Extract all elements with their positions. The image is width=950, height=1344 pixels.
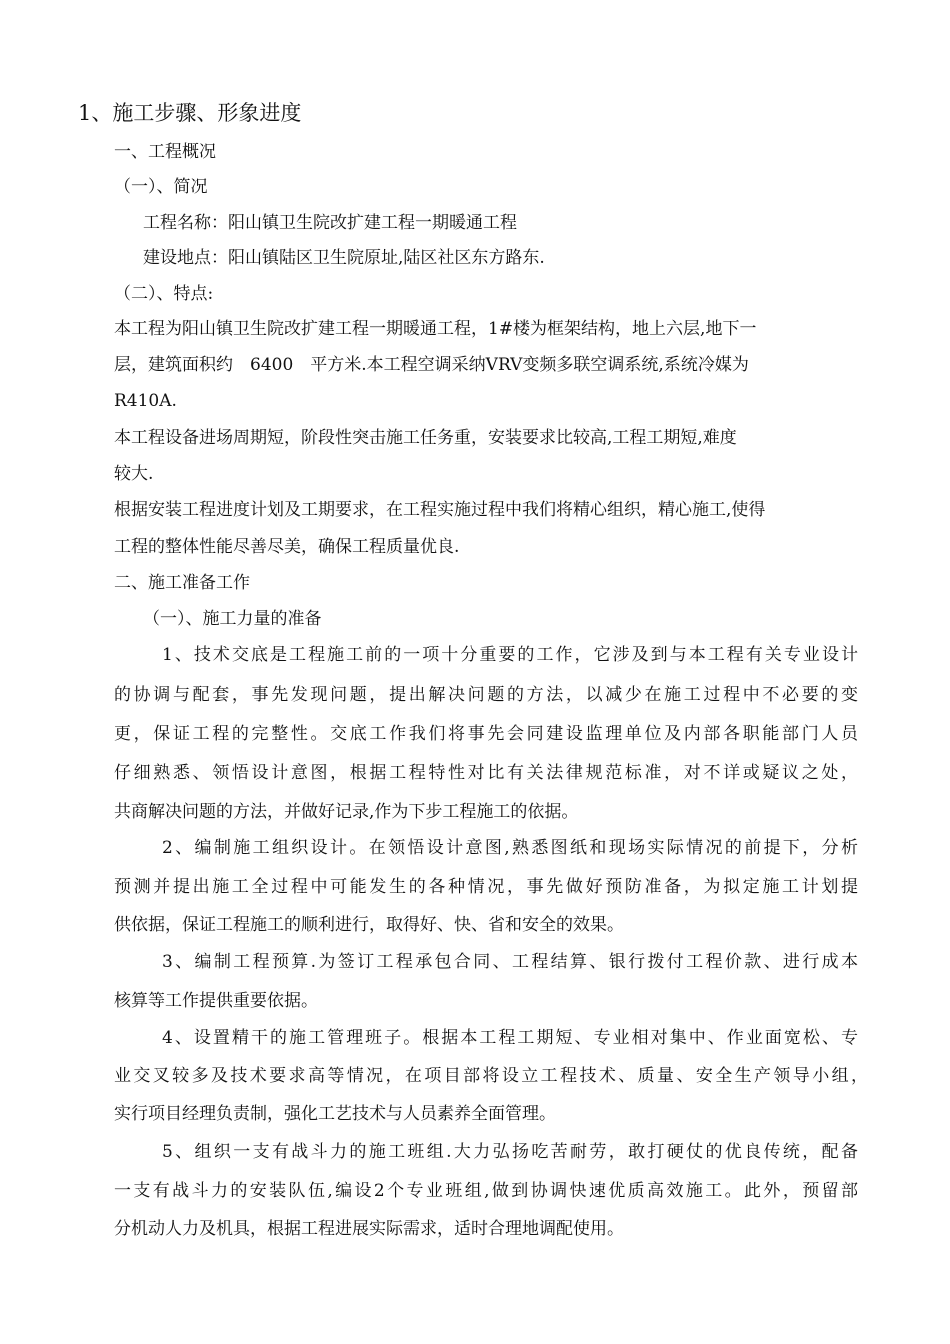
features-p1-line2: 层，建筑面积约 6400 平方米.本工程空调采纳VRV变频多联空调系统,系统冷媒为 [114, 355, 749, 375]
item4-line1: 4、设置精干的施工管理班子。根据本工程工期短、专业相对集中、作业面宽松、专 [162, 1028, 858, 1048]
item2-line3: 供依据，保证工程施工的顺利进行，取得好、快、省和安全的效果。 [114, 915, 624, 935]
section2-sub1-heading: （一）、施工力量的准备 [143, 609, 322, 629]
features-p1-line3: R410A. [114, 391, 177, 411]
features-p3-line2: 工程的整体性能尽善尽美，确保工程质量优良. [114, 537, 460, 557]
project-location: 建设地点：阳山镇陆区卫生院原址,陆区社区东方路东. [143, 248, 545, 268]
features-p2-line1: 本工程设备进场周期短，阶段性突击施工任务重，安装要求比较高,工程工期短,难度 [114, 428, 737, 448]
item3-line2: 核算等工作提供重要依据。 [114, 991, 318, 1011]
item5-line1: 5、组织一支有战斗力的施工班组.大力弘扬吃苦耐劳，敢打硬仗的优良传统，配备 [162, 1142, 858, 1162]
item5-line3: 分机动人力及机具，根据工程进展实际需求，适时合理地调配使用。 [114, 1219, 624, 1239]
features-p3-line1: 根据安装工程进度计划及工期要求，在工程实施过程中我们将精心组织，精心施工,使得 [114, 500, 766, 520]
features-p2-line2: 较大. [114, 464, 154, 484]
item4-line2: 业交叉较多及技术要求高等情况，在项目部将设立工程技术、质量、安全生产领导小组， [114, 1066, 868, 1086]
section1-sub2-heading: （二）、特点: [114, 284, 214, 304]
item1-line2: 的协调与配套，事先发现问题，提出解决问题的方法，以减少在施工过程中不必要的变 [114, 685, 858, 705]
item4-line3: 实行项目经理负责制，强化工艺技术与人员素养全面管理。 [114, 1104, 556, 1124]
item3-line1: 3、编制工程预算.为签订工程承包合同、工程结算、银行拨付工程价款、进行成本 [162, 952, 858, 972]
item1-line3: 更，保证工程的完整性。交底工作我们将事先会同建设监理单位及内部各职能部门人员 [114, 724, 858, 744]
section2-heading: 二、施工准备工作 [114, 573, 250, 593]
item2-line2: 预测并提出施工全过程中可能发生的各种情况，事先做好预防准备，为拟定施工计划提 [114, 877, 858, 897]
features-p1-line1: 本工程为阳山镇卫生院改扩建工程一期暖通工程，1#楼为框架结构，地上六层,地下一 [114, 319, 757, 339]
item1-line5: 共商解决问题的方法，并做好记录,作为下步工程施工的依据。 [114, 802, 579, 822]
item1-line1: 1、技术交底是工程施工前的一项十分重要的工作，它涉及到与本工程有关专业设计 [162, 645, 858, 665]
section1-heading: 一、工程概况 [114, 142, 216, 162]
project-name: 工程名称：阳山镇卫生院改扩建工程一期暖通工程 [143, 213, 517, 233]
section1-sub1-heading: （一）、简况 [114, 177, 208, 197]
item2-line1: 2、编制施工组织设计。在领悟设计意图,熟悉图纸和现场实际情况的前提下，分析 [162, 838, 858, 858]
document-title: 1、施工步骤、形象进度 [78, 101, 302, 125]
item1-line4: 仔细熟悉、领悟设计意图，根据工程特性对比有关法律规范标准，对不详或疑议之处， [114, 763, 858, 783]
item5-line2: 一支有战斗力的安装队伍,编设2个专业班组,做到协调快速优质高效施工。此外，预留部 [114, 1181, 858, 1201]
